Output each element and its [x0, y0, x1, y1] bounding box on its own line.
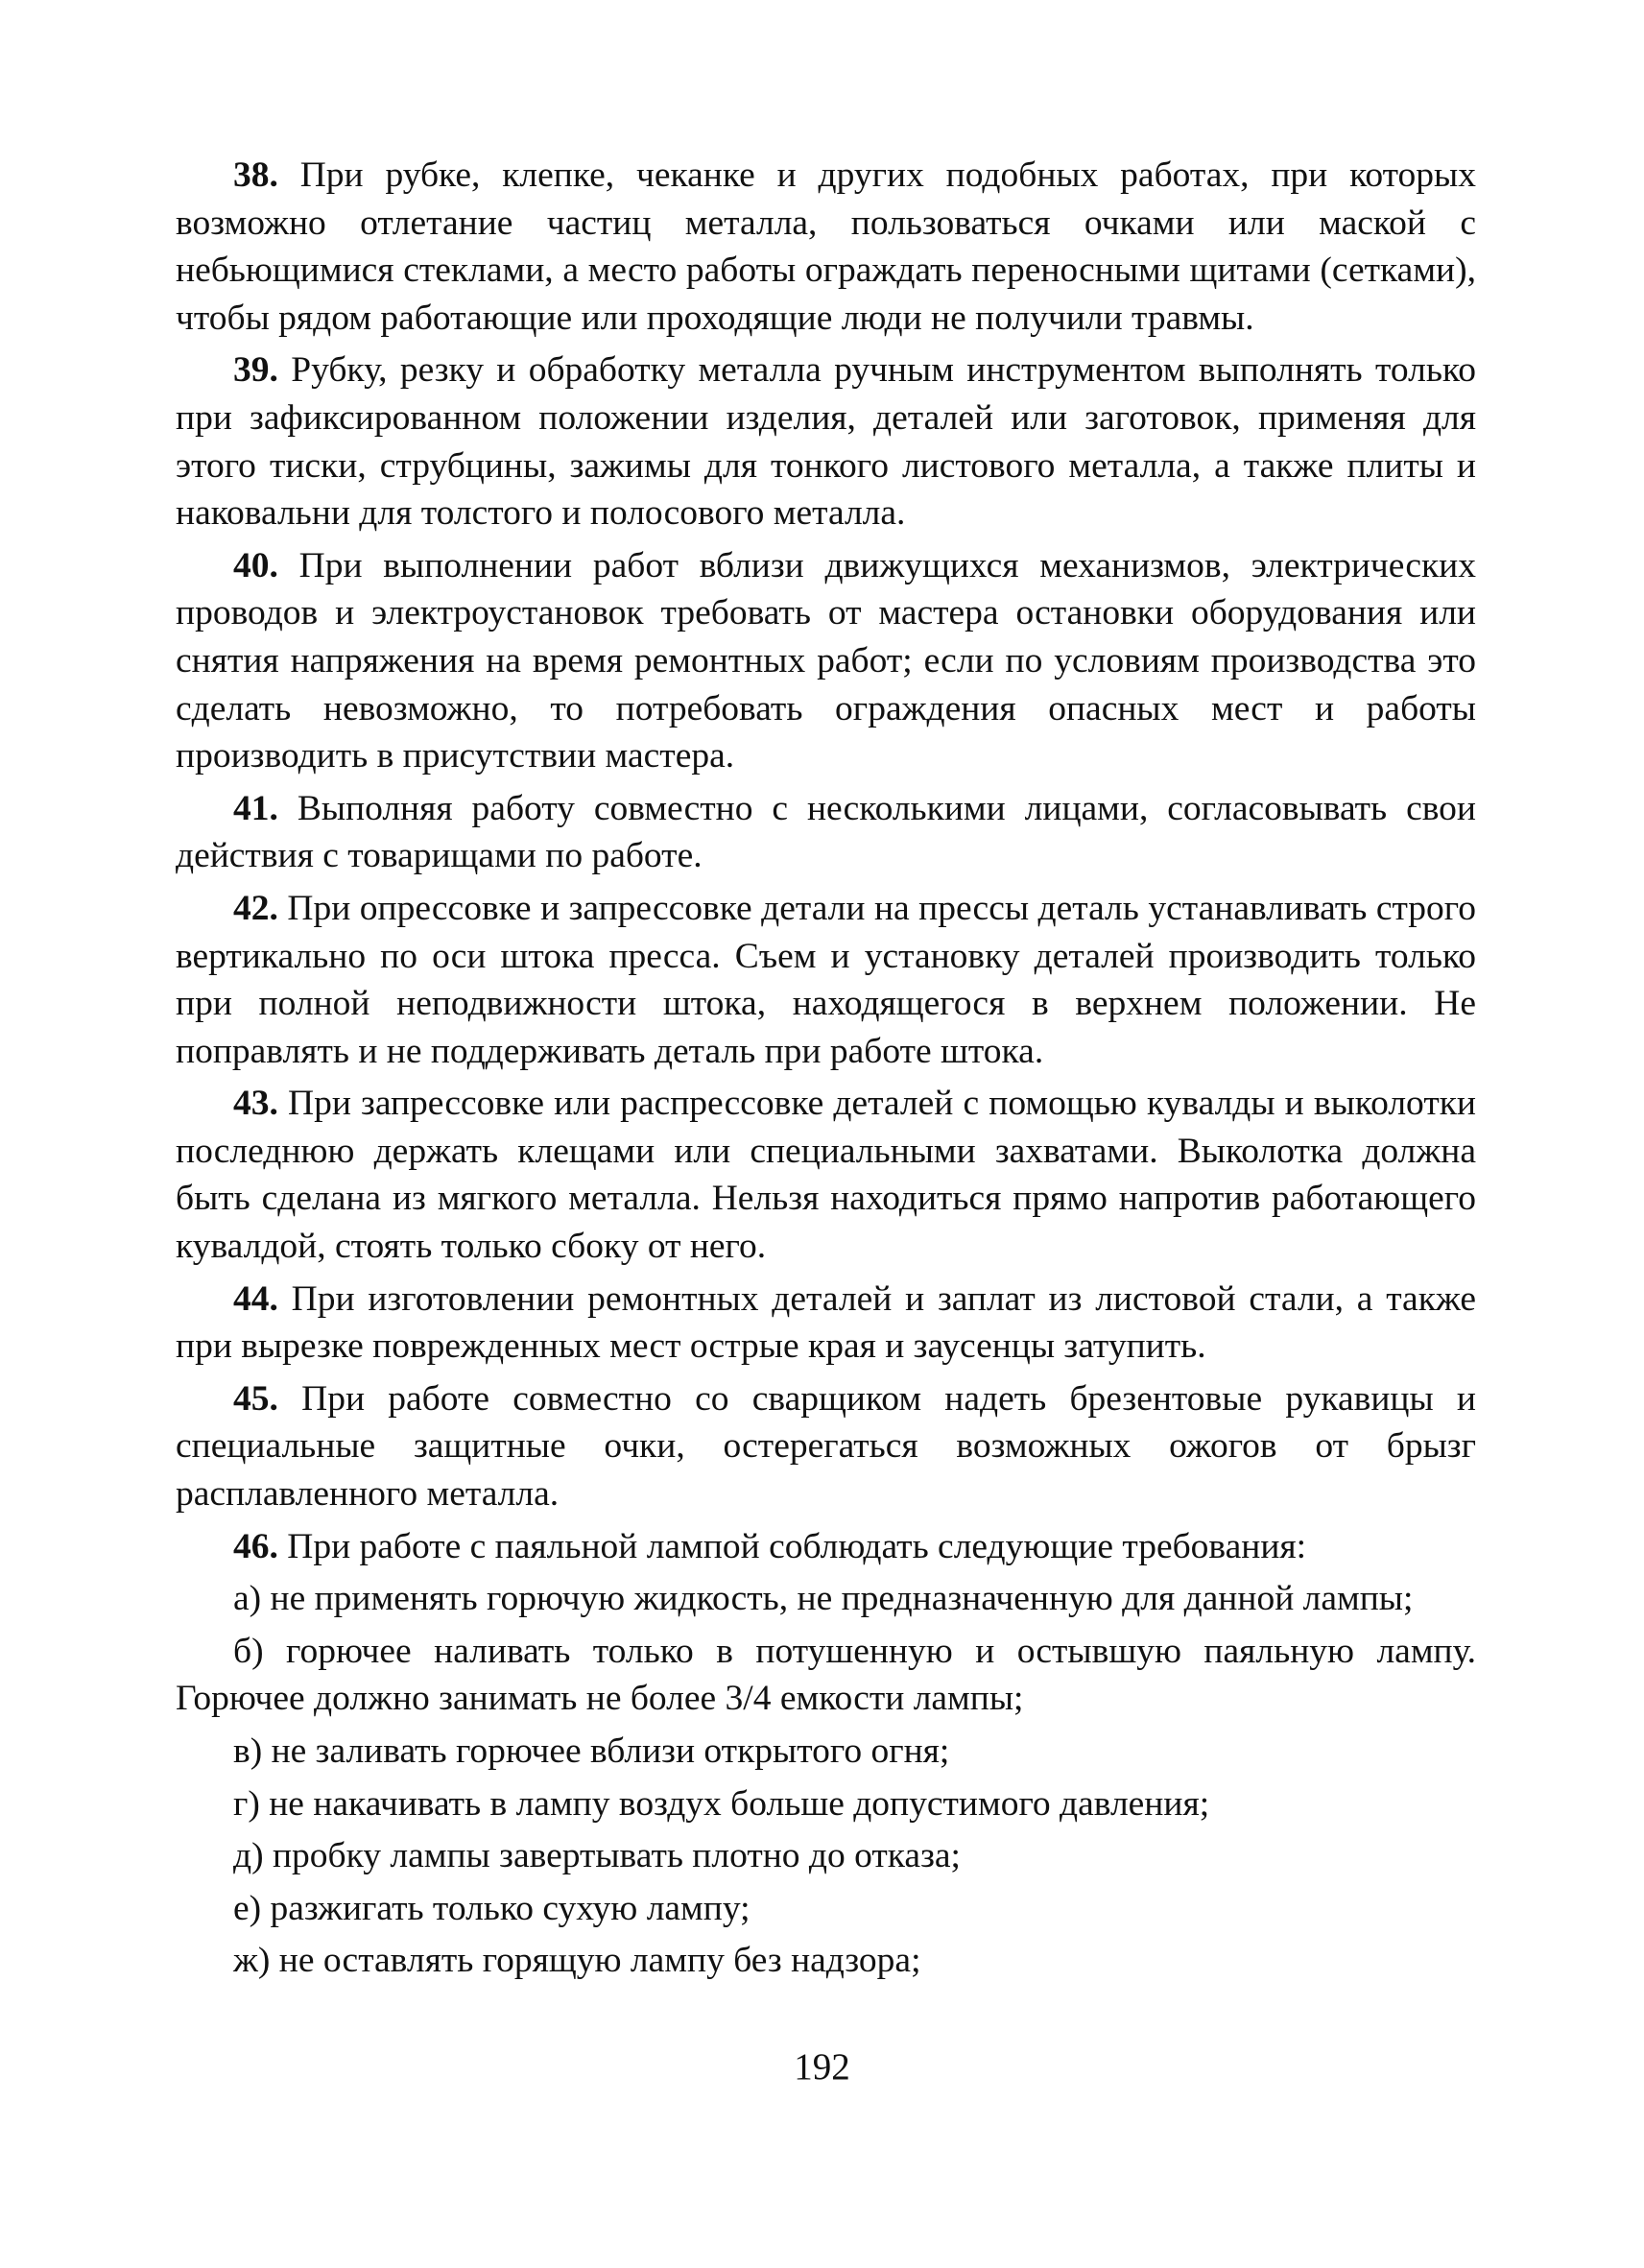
subitem-g: г) не накачивать в лампу воздух больше допустимого давления; [233, 1783, 1210, 1824]
item-text-46: При работе с паяльной лампой соблюдать следующие требования: [287, 1526, 1307, 1566]
paragraph-40 [176, 542, 1476, 780]
subitem-a: а) не применять горючую жидкость, не предназначенную для данной лампы; [233, 1579, 1414, 1619]
paragraph-45 [176, 1375, 1476, 1518]
item-text-39: Рубку, резку и обработку металла ручным инструментом выполнять только при зафиксированном положении изделия, деталей или заготовок, применяя для этого тиски, струбцины, зажимы для тонкого листового металла, а также плиты и наковальни для толстого и полосового металла. [176, 350, 1477, 534]
item-number-42: 42. [233, 888, 278, 928]
item-text-40: При выполнении работ вблизи движущихся механизмов, электрических проводов и электроустановок требовать от мастера остановки оборудования или снятия напряжения на время ремонтных работ; если по условиям производства это сделать невозможно, то потребовать ограждения опасных мест и работы производить в присутствии мастера. [176, 545, 1477, 776]
paragraph-44 [176, 1276, 1476, 1371]
paragraph-38 [176, 152, 1476, 342]
item-number-46: 46. [233, 1526, 278, 1566]
page-body [176, 152, 1476, 1990]
paragraph-42 [176, 885, 1476, 1075]
subitem-b: б) горючее наливать только в потушенную и остывшую паяльную лампу. Горючее должно занимать не более 3/4 емкости лампы; [176, 1631, 1476, 1719]
paragraph-43 [176, 1080, 1476, 1270]
paragraph-39 [176, 346, 1476, 537]
paragraph-46 [176, 1523, 1476, 1571]
item-number-44: 44. [233, 1278, 278, 1319]
page-number: 192 [794, 2046, 850, 2088]
paragraph-41 [176, 785, 1476, 880]
item-text-43: При запрессовке или распрессовке деталей с помощью кувалды и выколотки последнюю держать клещами или специальными захватами. Выколотка должна быть сделана из мягкого металла. Нельзя находиться прямо напротив работающего кувалдой, стоять только сбоку от него. [176, 1084, 1476, 1267]
item-number-38: 38. [233, 155, 278, 195]
item-number-45: 45. [233, 1378, 278, 1419]
item-text-45: При работе совместно со сварщиком надеть брезентовые рукавицы и специальные защитные очки, остерегаться возможных ожогов от брызг расплавленного металла. [176, 1378, 1477, 1515]
item-text-41: Выполняя работу совместно с несколькими лицами, согласовывать свои действия с товарищами по работе. [176, 788, 1476, 876]
item-number-43: 43. [233, 1084, 278, 1124]
subitem-zh: ж) не оставлять горящую лампу без надзора; [233, 1941, 921, 1981]
item-text-42: При опрессовке и запрессовке детали на прессы деталь устанавливать строго вертикально по оси штока пресса. Съем и установку деталей производить только при полной неподвижности штока, находящегося в верхнем положении. Не поправлять и не поддерживать деталь при работе штока. [176, 888, 1477, 1071]
subitem-v: в) не заливать горючее вблизи открытого огня; [233, 1731, 950, 1771]
item-text-38: При рубке, клепке, чеканке и других подобных работах, при которых возможно отлетание частиц металла, пользоваться очками или маской с небьющимися стеклами, а место работы ограждать переносными щитами (сетками), чтобы рядом работающие или проходящие люди не получили травмы. [176, 155, 1476, 338]
item-number-39: 39. [233, 350, 278, 391]
item-text-44: При изготовлении ремонтных деталей и заплат из листовой стали, а также при вырезке поврежденных мест острые края и заусенцы затупить. [176, 1278, 1476, 1367]
subitem-d: д) пробку лампы завертывать плотно до отказа; [233, 1836, 961, 1876]
subitem-e: е) разжигать только сухую лампу; [233, 1888, 751, 1928]
item-number-40: 40. [233, 545, 278, 585]
item-number-41: 41. [233, 788, 278, 828]
